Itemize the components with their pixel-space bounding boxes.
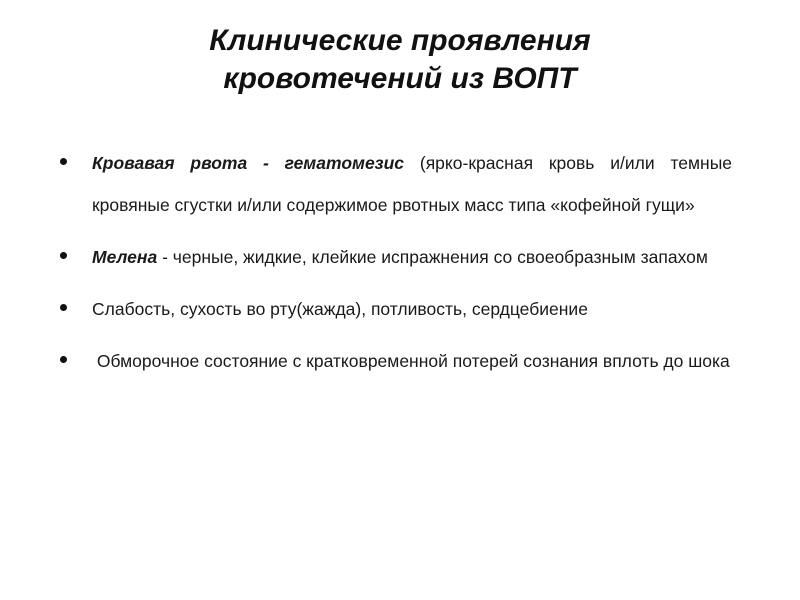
bullet-term: Мелена	[92, 247, 158, 267]
bullet-text: - черные, жидкие, клейкие испражнения со своеобразным запахом	[157, 247, 708, 267]
bullet-text: Слабость, сухость во рту(жажда), потливость, сердцебиение	[92, 299, 588, 319]
bullet-dot-icon	[60, 158, 67, 165]
bullet-text: (ярко-красная кровь и/или темные кровяные сгустки и/или содержимое рвотных масс типа «кофейной гущи»	[92, 153, 733, 215]
bullet-dot-icon	[60, 356, 67, 363]
bullet-item-melena	[92, 236, 732, 278]
bullet-dot-icon	[60, 304, 67, 311]
bullet-item-syncope	[92, 340, 732, 382]
bullet-dot-icon	[60, 252, 67, 259]
bullet-item-weakness	[92, 288, 732, 330]
bullet-text: Обморочное состояние с кратковременной потерей сознания вплоть до шока	[92, 351, 730, 371]
title-line-1: Клинические проявления	[209, 24, 591, 57]
bullet-term: Кровавая рвота - гематомезис	[92, 153, 405, 173]
bullet-item-hematemesis	[92, 142, 732, 226]
title-line-2: кровотечений из ВОПТ	[223, 62, 577, 95]
bullet-list	[0, 142, 800, 382]
slide-title	[130, 22, 670, 98]
